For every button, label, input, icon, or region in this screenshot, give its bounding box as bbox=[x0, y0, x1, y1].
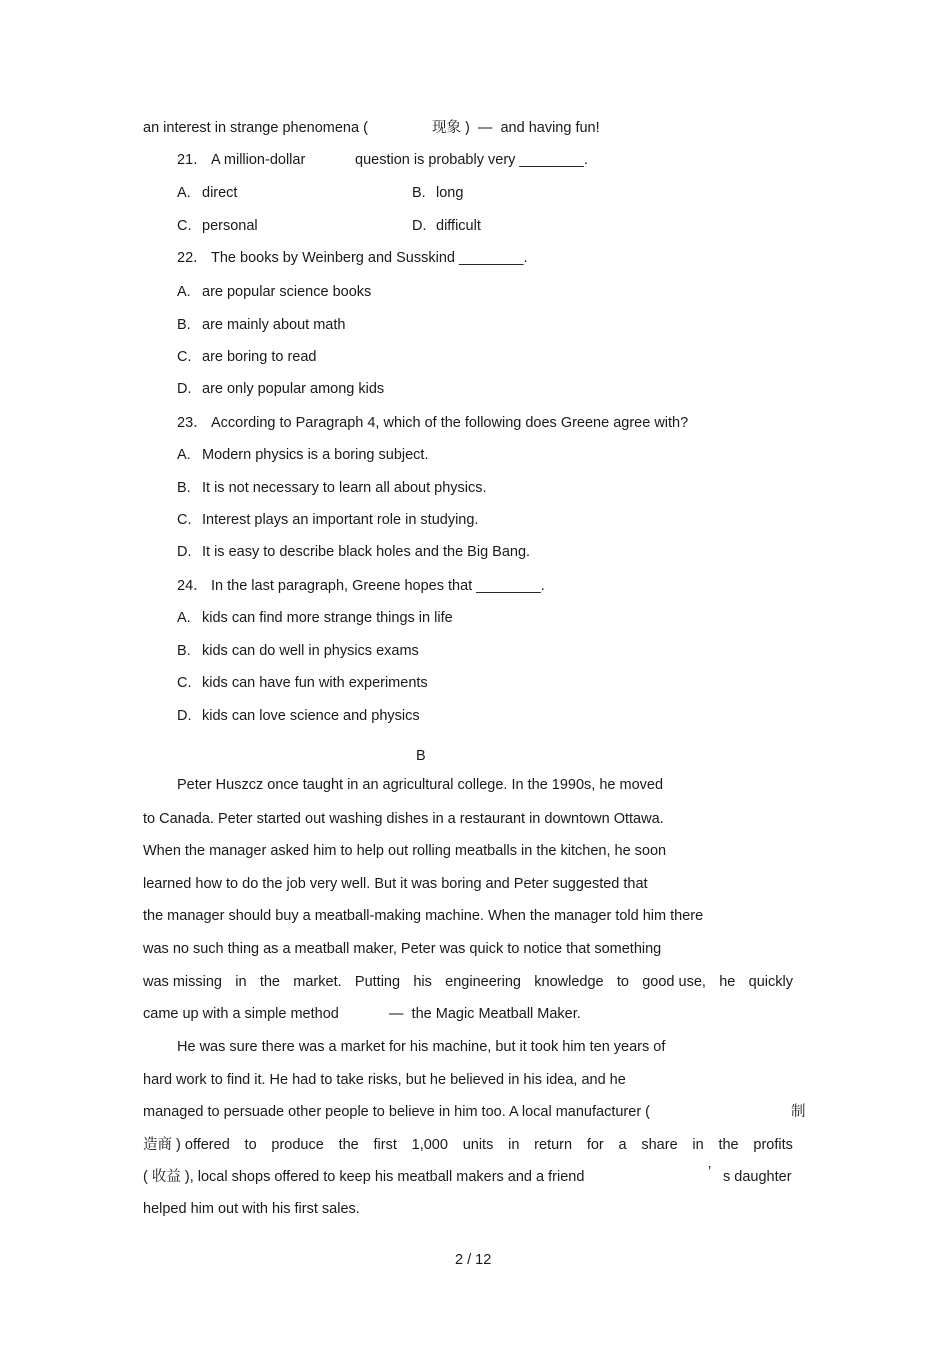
q22-option-c-text: are boring to read bbox=[202, 349, 317, 365]
q24-option-b-letter: B. bbox=[177, 643, 191, 659]
q21-option-b-letter: B. bbox=[412, 185, 426, 201]
q21-option-d-text: difficult bbox=[436, 218, 481, 234]
q23-option-c-letter: C. bbox=[177, 512, 192, 528]
q22-option-c-letter: C. bbox=[177, 349, 192, 365]
word: share bbox=[641, 1137, 678, 1153]
q24-option-c-text: kids can have fun with experiments bbox=[202, 675, 428, 691]
word: units bbox=[462, 1137, 494, 1153]
q23-stem: According to Paragraph 4, which of the following does Greene agree with? bbox=[211, 415, 689, 431]
word: in bbox=[692, 1137, 704, 1153]
q21-option-a-text: direct bbox=[202, 185, 238, 201]
word: first bbox=[373, 1137, 397, 1153]
paragraph-line: hard work to find it. He had to take risks, but he believed in his idea, and he bbox=[143, 1072, 626, 1088]
q24-option-a-text: kids can find more strange things in life bbox=[202, 610, 453, 626]
q22-option-a-text: are popular science books bbox=[202, 284, 372, 300]
word: produce bbox=[271, 1137, 324, 1153]
word: in bbox=[508, 1137, 520, 1153]
word: profits bbox=[753, 1137, 793, 1153]
word: Putting bbox=[354, 974, 401, 990]
q22-option-d-letter: D. bbox=[177, 381, 192, 397]
q24-option-c-letter: C. bbox=[177, 675, 192, 691]
q24-option-b-text: kids can do well in physics exams bbox=[202, 643, 419, 659]
q22-stem: The books by Weinberg and Susskind ________. bbox=[211, 250, 528, 266]
q21-option-b-text: long bbox=[436, 185, 464, 201]
q23-option-a-letter: A. bbox=[177, 447, 191, 463]
q21-stem-a: A million-dollar bbox=[211, 152, 306, 168]
paragraph-line: He was sure there was a market for his machine, but it took him ten years of bbox=[177, 1039, 666, 1055]
word: 1,000 bbox=[411, 1137, 448, 1153]
q21-option-d-letter: D. bbox=[412, 218, 427, 234]
paragraph-line: s daughter bbox=[723, 1169, 792, 1185]
q22-option-d-text: are only popular among kids bbox=[202, 381, 385, 397]
paragraph-justified-line bbox=[143, 1135, 793, 1155]
paragraph-line: came up with a simple method bbox=[143, 1006, 339, 1022]
word: his bbox=[413, 974, 432, 990]
word: to bbox=[244, 1137, 257, 1153]
word: a bbox=[618, 1137, 627, 1153]
word: the bbox=[718, 1137, 739, 1153]
paragraph-line: managed to persuade other people to believe in him too. A local manufacturer ( bbox=[143, 1104, 651, 1120]
word: he bbox=[719, 974, 736, 990]
q24-option-d-letter: D. bbox=[177, 708, 192, 724]
q23-option-d-letter: D. bbox=[177, 544, 192, 560]
q24-option-d-text: kids can love science and physics bbox=[202, 708, 420, 724]
q21-number: 21． bbox=[177, 152, 208, 168]
q23-option-a-text: Modern physics is a boring subject. bbox=[202, 447, 429, 463]
word: was missing bbox=[143, 974, 222, 990]
paragraph-justified-line bbox=[143, 972, 793, 992]
q21-option-a-letter: A. bbox=[177, 185, 191, 201]
q23-option-d-text: It is easy to describe black holes and the Big Bang. bbox=[202, 544, 531, 560]
page-number: 2 / 12 bbox=[455, 1252, 492, 1268]
paragraph-line: to Canada. Peter started out washing dishes in a restaurant in downtown Ottawa. bbox=[143, 811, 664, 827]
word: engineering bbox=[445, 974, 521, 990]
q23-option-b-text: It is not necessary to learn all about physics. bbox=[202, 480, 487, 496]
word: market. bbox=[293, 974, 342, 990]
q24-option-a-letter: A. bbox=[177, 610, 191, 626]
apostrophe: ’ bbox=[708, 1164, 712, 1180]
q22-option-b-text: are mainly about math bbox=[202, 317, 346, 333]
word: in bbox=[235, 974, 247, 990]
intro-line-part1: an interest in strange phenomena ( bbox=[143, 120, 368, 136]
paragraph-line: 制 bbox=[791, 1104, 806, 1120]
section-heading: B bbox=[416, 748, 426, 764]
word: the bbox=[259, 974, 280, 990]
q23-number: 23． bbox=[177, 415, 208, 431]
q23-option-b-letter: B. bbox=[177, 480, 191, 496]
paragraph-line: — the Magic Meatball Maker. bbox=[389, 1006, 581, 1022]
word: quickly bbox=[748, 974, 793, 990]
paragraph-line: When the manager asked him to help out rolling meatballs in the kitchen, he soon bbox=[143, 843, 667, 859]
word: knowledge bbox=[534, 974, 604, 990]
word: return bbox=[534, 1137, 573, 1153]
q22-option-b-letter: B. bbox=[177, 317, 191, 333]
q22-option-a-letter: A. bbox=[177, 284, 191, 300]
paragraph-line: ( 收益 ), local shops offered to keep his meatball makers and a friend bbox=[143, 1169, 585, 1185]
q23-option-c-text: Interest plays an important role in studying. bbox=[202, 512, 479, 528]
q24-number: 24． bbox=[177, 578, 208, 594]
word: 造商 ) offered bbox=[143, 1137, 230, 1153]
q22-number: 22． bbox=[177, 250, 208, 266]
word: the bbox=[338, 1137, 359, 1153]
intro-line-part2: 现象 ) — and having fun! bbox=[432, 120, 600, 136]
q21-stem-b: question is probably very ________. bbox=[355, 152, 588, 168]
q21-option-c-text: personal bbox=[202, 218, 258, 234]
word: good use, bbox=[642, 974, 706, 990]
paragraph-line: learned how to do the job very well. But it was boring and Peter suggested that bbox=[143, 876, 648, 892]
paragraph-line: Peter Huszcz once taught in an agricultural college. In the 1990s, he moved bbox=[177, 777, 664, 793]
q21-option-c-letter: C. bbox=[177, 218, 192, 234]
q24-stem: In the last paragraph, Greene hopes that ________. bbox=[211, 578, 545, 594]
word: to bbox=[616, 974, 629, 990]
word: for bbox=[586, 1137, 604, 1153]
paragraph-line: helped him out with his first sales. bbox=[143, 1201, 360, 1217]
paragraph-line: the manager should buy a meatball-making machine. When the manager told him there bbox=[143, 908, 704, 924]
paragraph-line: was no such thing as a meatball maker, Peter was quick to notice that something bbox=[143, 941, 662, 957]
